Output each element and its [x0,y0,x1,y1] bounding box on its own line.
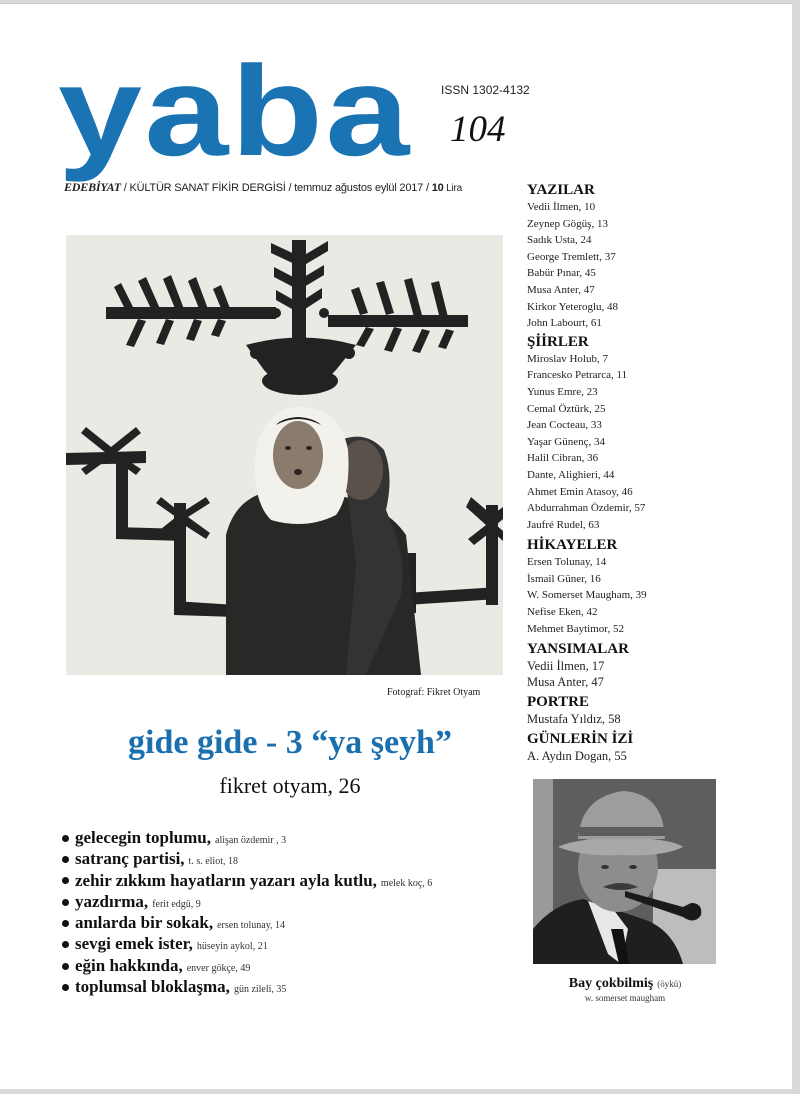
article-author: alişan özdemir , 3 [215,835,287,846]
price-unit: Lira [443,183,462,194]
article-author: hüseyin aykol, 21 [196,941,268,953]
cover-photo [66,235,503,675]
article-title: sevgi emek ister, [75,934,193,954]
toc-item[interactable]: Jaufré Rudel, 63 [527,518,600,531]
toc-item[interactable]: Abdurrahman Özdemir, 57 [527,502,646,515]
portrait-caption [525,974,725,1003]
price-value: 10 [431,182,444,194]
bullet-icon [62,835,69,842]
toc-item[interactable]: Ahmet Emin Atasoy, 46 [527,485,633,498]
subtitle-category: EDEBİYAT [64,180,121,194]
toc-heading: YAZILAR [527,182,595,198]
article-list [60,827,432,997]
toc-item[interactable]: Vedii İlmen, 10 [527,201,596,213]
magazine-logo: yaba [58,40,412,183]
toc-item[interactable]: W. Somerset Maugham, 39 [527,589,647,602]
toc-item[interactable]: Musa Anter, 47 [527,283,595,296]
article-author: ferit edgü, 9 [152,898,201,910]
cover-photo-illustration [66,235,503,675]
toc-item[interactable]: Mehmet Baytimor, 52 [527,622,625,635]
toc-item[interactable]: Francesko Petrarca, 11 [527,369,628,382]
toc-item[interactable]: Miroslav Holub, 7 [527,352,608,365]
article-title: zehir zıkkım hayatların yazarı ayla kutlu, [75,870,377,890]
feature-title[interactable]: gide gide - 3 “ya şeyh” [128,724,452,761]
toc-heading: GÜNLERİN İZİ [527,731,634,748]
toc-item[interactable]: George Tremlett, 37 [527,250,616,263]
list-item[interactable] [60,870,432,891]
portrait-story-title[interactable]: Bay çokbilmiş [568,976,654,991]
toc-section-portre [527,694,727,727]
toc-section-yazilar [527,182,727,332]
article-title: anılarda bir sokak, [75,913,214,933]
bullet-icon [62,984,69,991]
article-author: ersen tolunay, 14 [217,920,286,932]
list-item[interactable] [60,827,432,848]
portrait-photo [533,779,716,964]
toc-item[interactable]: Nefise Eken, 42 [527,606,598,619]
masthead-subtitle [64,180,462,195]
issn-number: ISSN 1302-4132 [441,83,530,97]
subtitle-separator: / [285,182,295,194]
toc-item[interactable]: Cemal Öztürk, 25 [527,402,606,415]
list-item[interactable] [60,891,432,912]
article-author: melek koç, 6 [380,877,433,889]
toc-item[interactable]: Ersen Tolunay, 14 [527,556,607,569]
toc-item[interactable]: Sadık Usta, 24 [527,234,592,247]
toc-item[interactable]: John Labourt, 61 [527,317,602,330]
article-title: satranç partisi, [75,849,185,869]
article-title: gelecegin toplumu, [75,828,211,847]
list-item[interactable] [60,933,432,954]
subtitle-separator: / [120,182,130,194]
bullet-icon [62,920,69,927]
toc-item[interactable]: Babür Pınar, 45 [527,267,596,280]
portrait-story-author: w. somerset maugham [584,993,666,1003]
list-item[interactable] [60,976,432,997]
article-author: t. s. eliot, 18 [188,856,238,868]
article-author: enver gökçe, 49 [186,962,251,974]
toc-item[interactable]: Zeynep Gögüş, 13 [527,217,608,230]
toc-item[interactable]: Vedii İlmen, 17 [527,659,605,674]
toc-section-siirler [527,334,727,534]
list-item[interactable] [60,848,432,869]
bullet-icon [62,899,69,906]
article-author: gün zileli, 35 [233,984,287,996]
issue-number: 104 [450,109,506,150]
subtitle-period: temmuz ağustos eylül 2017 [294,182,424,194]
feature-author: fikret otyam, 26 [219,773,361,798]
toc-item[interactable]: Halil Cibran, 36 [527,452,599,465]
photo-credit: Fotograf: Fikret Otyam [387,687,481,698]
toc-item[interactable]: Yaşar Günenç, 34 [527,435,606,448]
toc-item[interactable]: Yunus Emre, 23 [527,385,598,398]
toc-item[interactable]: Jean Cocteau, 33 [527,419,602,432]
toc-heading: ŞİİRLER [527,333,589,350]
article-title: toplumsal bloklaşma, [75,977,230,997]
table-of-contents [527,182,727,768]
toc-item[interactable]: Mustafa Yıldız, 58 [527,712,621,727]
portrait-illustration [533,779,716,964]
bullet-icon [62,963,69,970]
article-title: yazdırma, [75,891,149,911]
list-item[interactable] [60,955,432,976]
article-title: eğin hakkında, [75,955,183,975]
toc-item[interactable]: A. Aydın Dogan, 55 [527,749,627,764]
toc-section-hikayeler [527,537,727,637]
toc-item[interactable]: İsmail Güner, 16 [527,572,601,585]
subtitle-tagline: KÜLTÜR SANAT FİKİR DERGİSİ [129,182,286,194]
magazine-cover [0,3,792,1089]
toc-section-gunlerin-izi [527,731,727,764]
toc-item[interactable]: Dante, Alighieri, 44 [527,468,615,481]
portrait-story-genre: (öykü) [657,979,682,989]
bullet-icon [62,877,69,884]
toc-heading: HİKAYELER [527,537,618,554]
toc-section-yansimalar [527,641,727,690]
list-item[interactable] [60,912,432,933]
toc-heading: YANSIMALAR [527,641,629,658]
toc-item[interactable]: Musa Anter, 47 [527,675,604,690]
subtitle-separator: / [423,182,432,194]
toc-item[interactable]: Kirkor Yeteroglu, 48 [527,300,619,313]
toc-heading: PORTRE [527,694,589,711]
bullet-icon [62,941,69,948]
bullet-icon [62,856,69,863]
